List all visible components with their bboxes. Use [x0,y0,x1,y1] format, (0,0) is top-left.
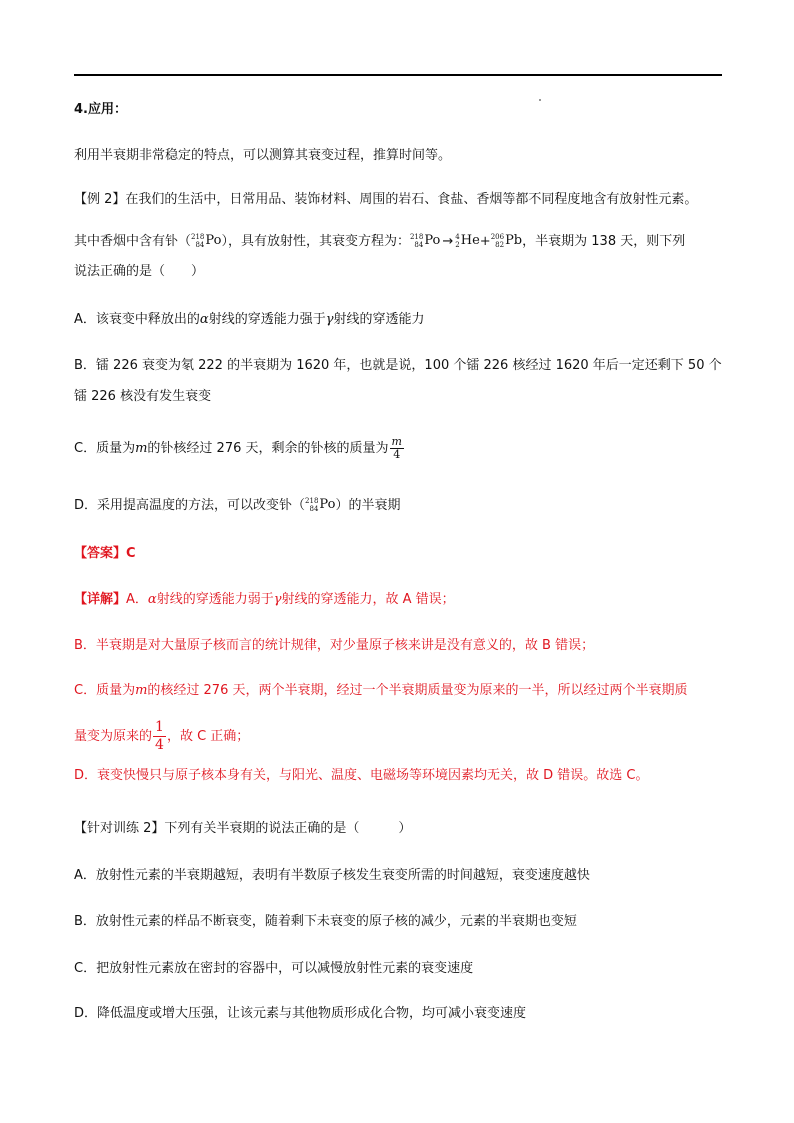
practice-option-d: D．降低温度或增大压强，让该元素与其他物质形成化合物，均可减小衰变速度 [74,1006,527,1021]
option-a: A．该衰变中释放出的α射线的穿透能力强于γ射线的穿透能力 [74,312,425,327]
gamma-symbol: γ [325,312,334,327]
header-rule [74,74,722,76]
section-text: 利用半衰期非常稳定的特点，可以测算其衰变过程，推算时间等。 [74,148,452,163]
plus-sign: + [479,233,491,249]
explanation-c-line-2: 量变为原来的 $\frac{1}{4}$ ，故 C 正确； [74,719,250,753]
explanation-a: 【详解】A．α射线的穿透能力弱于γ射线的穿透能力，故 A 错误； [74,592,455,607]
example-text-1: 在我们的生活中，日常用品、装饰材料、周围的岩石、食盐、香烟等都不同程度地含有放射性元素。 [125,192,698,207]
option-d: D．采用提高温度的方法，可以改变钋（ 218 84 Po）的半衰期 [74,497,401,513]
fraction-m-over-4: $\frac{m}{4}$ [391,435,402,461]
practice-option-b: B．放射性元素的样品不断衰变，随着剩下未衰变的原子核的减少，元素的半衰期也变短 [74,914,577,929]
example-line-3: 说法正确的是（ ） [74,264,205,279]
explanation-b: B．半衰期是对大量原子核而言的统计规律，对少量原子核来讲是没有意义的，故 B 错误； [74,638,595,653]
alpha-symbol: α [199,312,209,327]
example-tag: 【例 2】 [74,192,126,207]
example-text-2a: 其中香烟中含有钋（ [74,233,192,249]
nuclide-he: 4 2 He [455,233,480,249]
option-b-line-1: B．镭 226 衰变为氡 222 的半衰期为 1620 年，也就是说，100 个镭 226 核经过 1620 年后一定还剩下 50 个 [74,358,722,373]
nuclide-po: 218 84 Po [191,233,222,249]
nuclide-po-eq: 218 84 Po [409,233,441,249]
option-b-line-2: 镭 226 核没有发生衰变 [74,389,212,404]
nuclide-pb: 206 82 Pb [490,233,523,249]
answer-value: C [126,546,136,561]
example-text-2c: ，半衰期为 138 天，则下列 [522,233,686,249]
example-line-2 [74,232,685,251]
explanation-d: D．衰变快慢只与原子核本身有关，与阳光、温度、电磁场等环境因素均无关，故 D 错误。故选 C。 [74,768,649,783]
practice-title: 【针对训练 2】下列有关半衰期的说法正确的是（ ） [74,821,412,836]
answer-line [74,545,136,563]
nuclide-po-d: 218 84 Po [305,497,336,513]
practice-option-a: A．放射性元素的半衰期越短，表明有半数原子核发生衰变所需的时间越短，衰变速度越快 [74,868,590,883]
example-text-2b: ），具有放射性，其衰变方程为： [221,233,410,249]
fraction-1-over-4: $\frac{1}{4}$ [155,719,164,753]
reaction-arrow: → [442,233,454,249]
header-dot [539,99,541,101]
explanation-c-line-1: C．质量为m的核经过 276 天，两个半衰期，经过一个半衰期质量变为原来的一半，所以经过两个半衰期质 [74,683,688,698]
explanation-label: 【详解】 [74,592,127,607]
example-line-1 [74,191,697,209]
practice-option-c: C．把放射性元素放在密封的容器中，可以减慢放射性元素的衰变速度 [74,961,474,976]
answer-label: 【答案】 [74,546,127,561]
mass-symbol: m [135,441,148,456]
option-c: C．质量为m的钋核经过 276 天，剩余的钋核的质量为 $\frac{m}{4}$ [74,435,402,461]
section-heading: 4.应用： [74,102,127,117]
